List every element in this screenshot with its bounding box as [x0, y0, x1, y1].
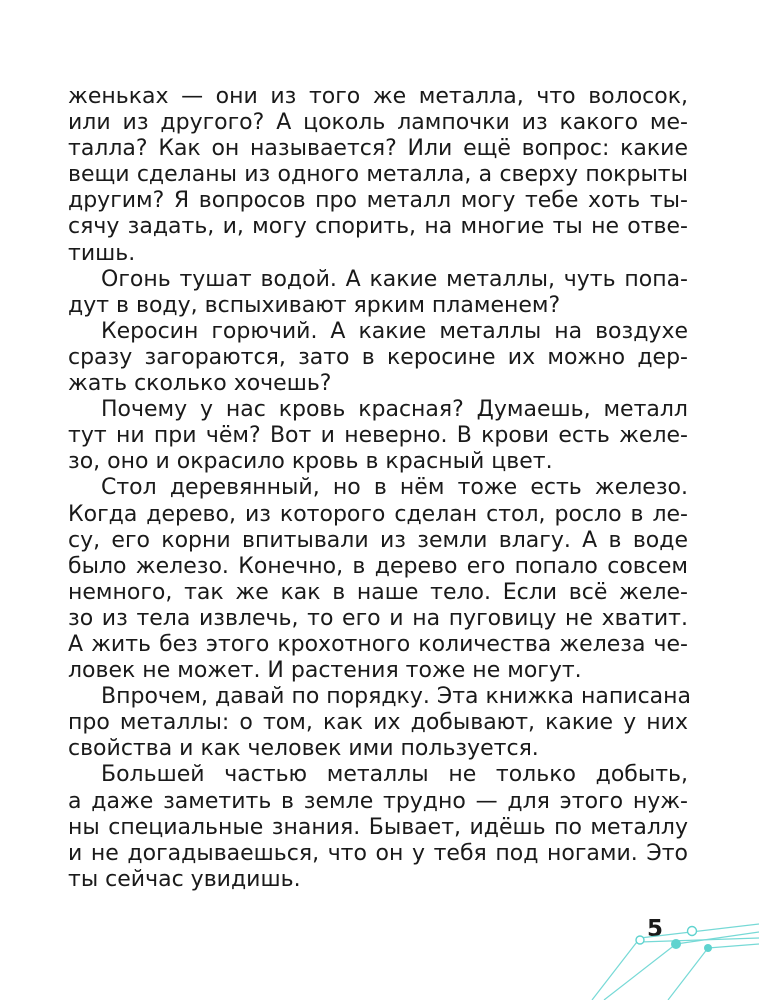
text-line: тишь. [68, 240, 136, 266]
text-line: дут в воду, вспыхивают ярким пламенем? [68, 292, 561, 318]
paragraph [68, 267, 688, 319]
page-number: 5 [647, 916, 664, 942]
paragraph [68, 684, 692, 762]
text-line: и не догадываешься, что он у тебя под ногами. Это [68, 840, 688, 866]
paragraph [68, 397, 688, 475]
paragraph [68, 762, 688, 892]
text-line: Огонь тушат водой. А какие металлы, чуть попа- [101, 266, 688, 292]
text-line: ловек не может. И растения тоже не могут. [68, 658, 582, 684]
text-line: а даже заметить в земле трудно — для этого нуж- [68, 788, 688, 814]
decor-diagonal-1 [604, 944, 676, 1000]
text-line: ны специальные знания. Бывает, идёшь по металлу [68, 814, 688, 840]
decor-diagonal-3 [592, 938, 640, 1000]
text-line: немного, так же как в наше тело. Если всё желе- [68, 579, 688, 605]
text-line: А жить без этого крохотного количества железа че- [68, 631, 688, 657]
body-text [68, 84, 692, 893]
decor-dot-filled-small [704, 944, 712, 952]
text-line: про металлы: о том, как их добывают, какие у них [68, 710, 688, 736]
text-line: сразу загораются, зато в керосине их можно дер- [68, 344, 688, 370]
decor-dot-filled [671, 939, 681, 949]
text-line: Почему у нас кровь красная? Думаешь, металл [101, 397, 688, 423]
text-line: было железо. Конечно, в дерево его попало совсем [68, 553, 688, 579]
text-line: сячу задать, и, могу спорить, на многие ты не отве- [68, 214, 688, 240]
decor-line-mid [676, 932, 759, 944]
decor-lines [592, 924, 759, 1000]
paragraph [68, 84, 688, 267]
text-line: Впрочем, давай по порядку. Эта книжка написана [101, 684, 692, 710]
text-line: Керосин горючий. А какие металлы на воздухе [101, 318, 688, 344]
text-line: свойства и как человек ими пользуется. [68, 736, 539, 762]
text-line: или из другого? А цоколь лампочки из какого ме- [68, 110, 688, 136]
paragraph [68, 475, 688, 684]
text-line: зо из тела извлечь, то его и на пуговицу не хватит. [68, 605, 688, 631]
text-line: вещи сделаны из одного металла, а сверху покрыты [68, 162, 688, 188]
text-line: ты сейчас увидишь. [68, 866, 301, 892]
text-line: тут ни при чём? Вот и неверно. В крови есть желе- [68, 423, 688, 449]
text-line: жать сколько хочешь? [68, 371, 332, 397]
decor-dot-hollow-left [636, 936, 644, 944]
text-line: Стол деревянный, но в нём тоже есть железо. [101, 475, 688, 501]
text-line: зо, оно и окрасило кровь в красный цвет. [68, 449, 553, 475]
text-line: другим? Я вопросов про металл могу тебе хоть ты- [68, 188, 688, 214]
text-line: женьках — они из того же металла, что волосок, [68, 84, 688, 109]
decor-line-long [708, 944, 759, 948]
text-line: Большей частью металлы не только добыть, [101, 762, 688, 788]
text-line: су, его корни впитывали из земли влагу. А в воде [68, 527, 688, 553]
paragraph [68, 319, 688, 397]
decor-diagonal-2 [668, 948, 708, 1000]
text-line: талла? Как он называется? Или ещё вопрос: какие [68, 136, 688, 162]
decor-dot-hollow [688, 927, 697, 936]
text-line: Когда дерево, из которого сделан стол, росло в ле- [68, 501, 688, 527]
